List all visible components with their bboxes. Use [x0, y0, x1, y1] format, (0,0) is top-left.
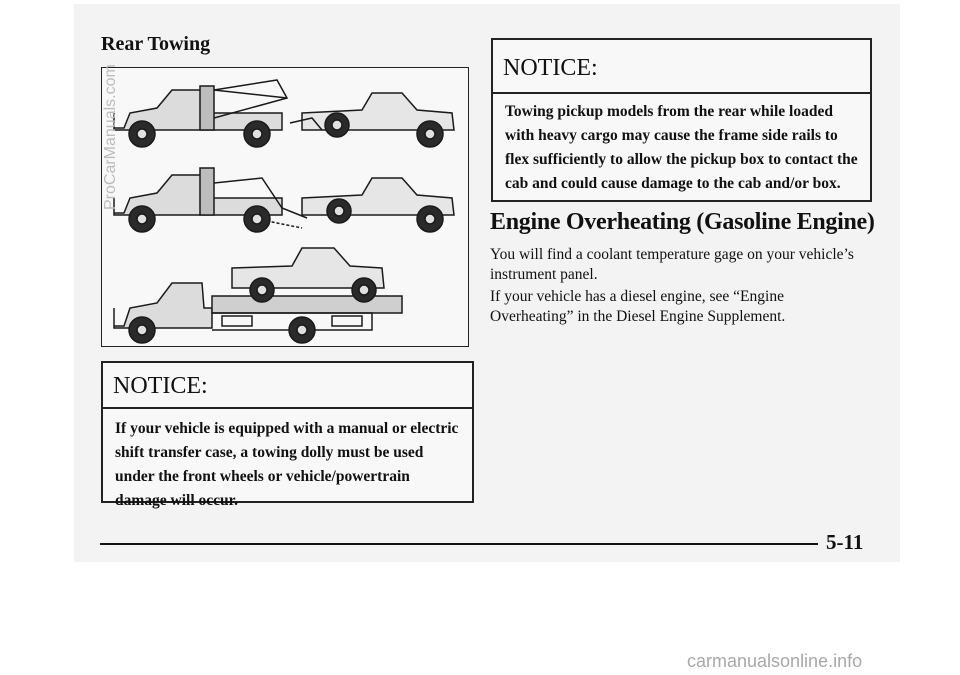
- notice-box-cargo: [491, 38, 872, 202]
- towed-pickup-1: [290, 93, 454, 147]
- towing-illustration-svg: [102, 68, 468, 346]
- towing-illustration: [101, 67, 469, 347]
- notice-box-dolly: [101, 361, 474, 509]
- notice-title: NOTICE:: [493, 40, 870, 94]
- notice-body: If your vehicle is equipped with a manual or electric shift transfer case, a towing dolly must be used under the front wheels or vehicle/powertrain damage will occur.: [115, 420, 459, 509]
- section-heading: Engine Overheating (Gasoline Engine): [490, 209, 875, 235]
- tow-truck-2: [114, 168, 307, 232]
- towed-pickup-2: [302, 178, 454, 232]
- notice-body: Towing pickup models from the rear while loaded with heavy cargo may cause the frame side rails to flex sufficiently to allow the pickup box to contact the cab and could cause damage to the cab and/or box.: [505, 103, 858, 192]
- paragraph-diesel-reference: If your vehicle has a diesel engine, see “Engine Overheating” in the Diesel Engine Supplement.: [490, 288, 786, 325]
- notice-title: NOTICE:: [103, 363, 472, 409]
- tow-truck-1: [114, 80, 287, 147]
- footer-watermark: carmanualsonline.info: [687, 651, 863, 671]
- footer-rule: [100, 543, 818, 545]
- side-watermark: ProCarManuals.com: [102, 64, 119, 210]
- carried-pickup: [232, 248, 384, 302]
- page-number: 5-11: [826, 530, 864, 554]
- paragraph-coolant-gage: You will find a coolant temperature gage on your vehicle’s instrument panel.: [490, 246, 854, 283]
- page-heading: Rear Towing: [101, 33, 211, 55]
